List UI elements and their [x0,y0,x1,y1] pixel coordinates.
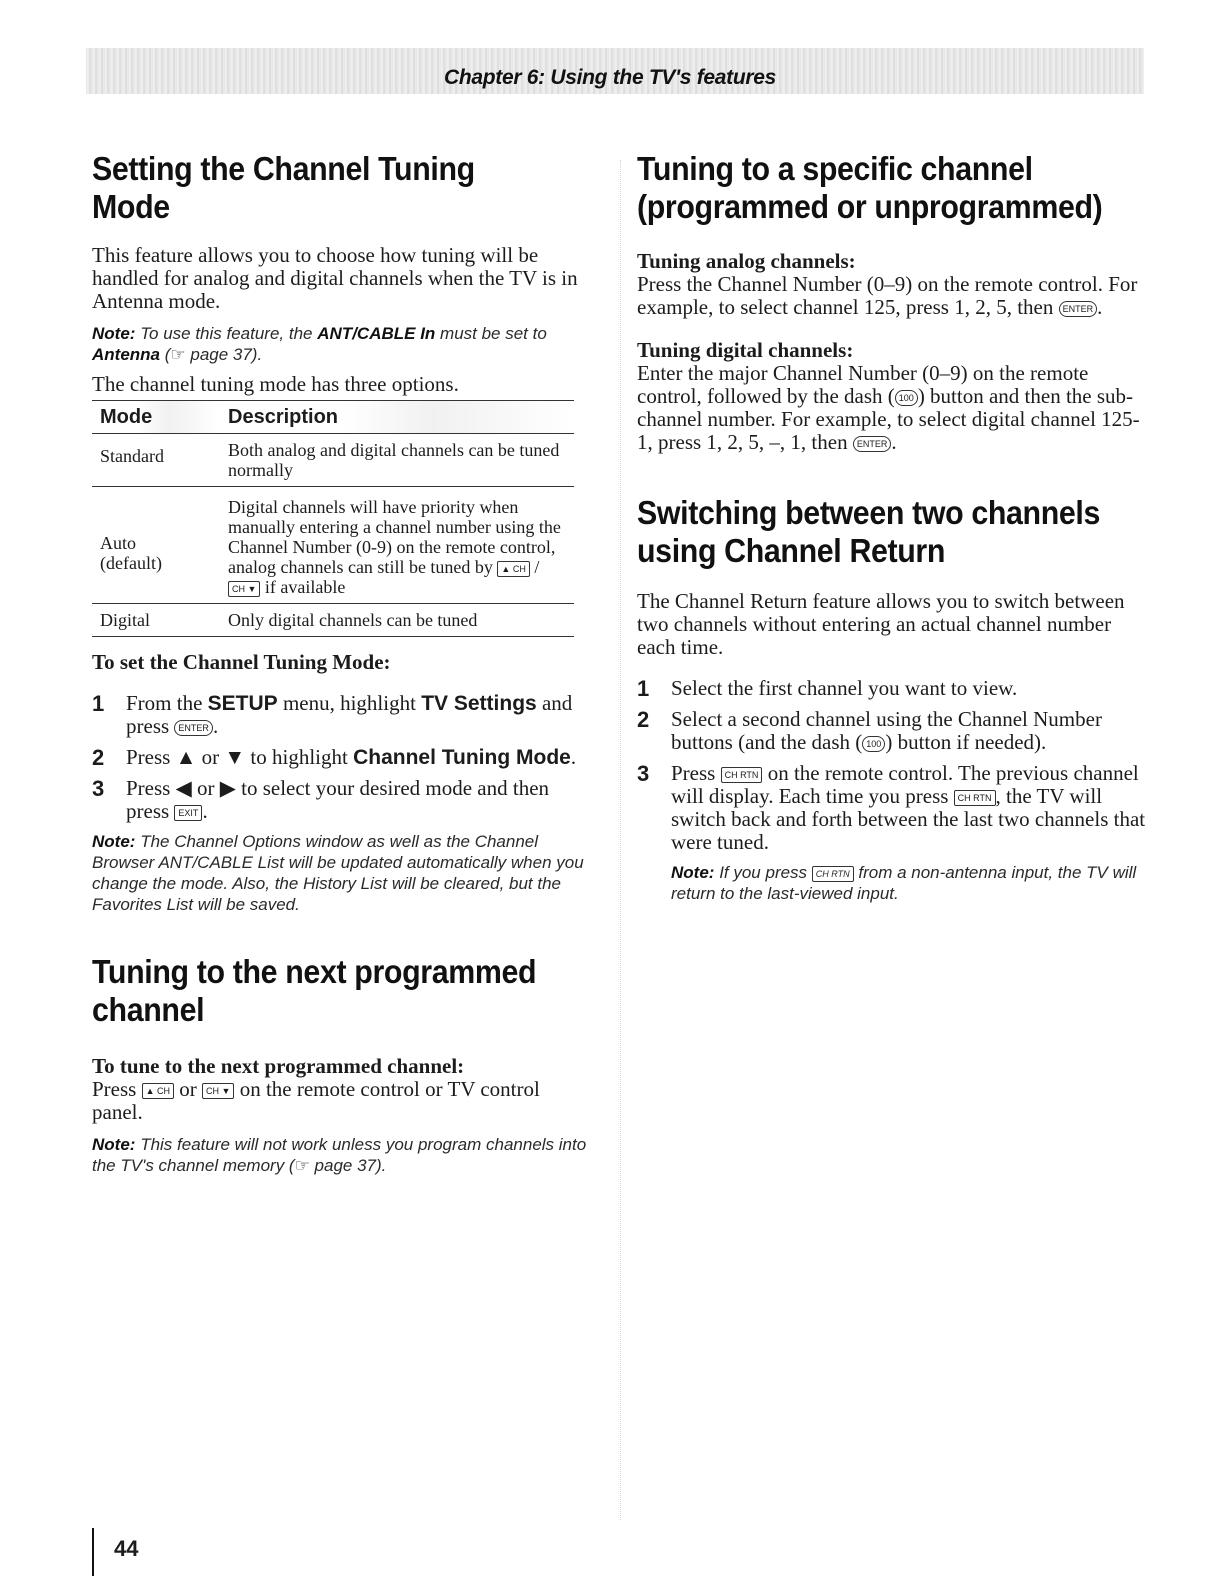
list-item: 3 Press CH RTN on the remote control. The previous channel will display. Each time you press CH RTN , the TV will switch back and forth between the last two channels that were tuned. [637,761,1146,854]
ch-rtn-button-icon: CH RTN [954,790,996,806]
digital-text: Enter the major Channel Number (0–9) on the remote control, followed by the dash ( 100 ) button and then the sub-channel number. For example, to select digital channel 125-1, press 1, 2, 5, –, 1, then ENTER . [637,361,1140,454]
set-mode-steps [92,692,594,823]
dash-100-button-icon: 100 [895,390,918,406]
table-row [92,434,574,487]
digital-subhead: Tuning digital channels: [637,338,854,362]
table-row [92,487,574,604]
ch-down-icon: CH ▼ [228,581,260,597]
ch-up-icon: ▲ CH [497,561,529,577]
enter-button-icon: ENTER [853,436,892,452]
section-title-specific-channel: Tuning to a specific channel (programmed or unprogrammed) [637,150,1103,225]
exit-button-icon: EXIT [174,805,202,821]
ch-rtn-button-icon: CH RTN [812,866,854,882]
right-column [637,150,1147,904]
mode-cell: Standard [92,434,220,487]
section-title-channel-tuning-mode: Setting the Channel Tuning Mode [92,150,475,225]
list-item: 1 Select the first channel you want to view. [637,676,1018,701]
note-antenna: Note: To use this feature, the ANT/CABLE In must be set to Antenna (☞ page 37). [92,324,547,364]
list-item: 2 Select a second channel using the Channel Number buttons (and the dash ( 100 ) button if needed). [637,707,1102,754]
list-item: 1 From the SETUP menu, highlight TV Settings and press ENTER . [92,691,573,738]
section-title-channel-return: Switching between two channels using Channel Return [637,494,1100,569]
ch-rtn-button-icon: CH RTN [721,767,763,783]
analog-subhead: Tuning analog channels: [637,249,856,273]
note-channel-options: Note: The Channel Options window as well as the Channel Browser ANT/CABLE List will be updated automatically when you change the mode. Also, the History List will be cleared, but the Favorites List will be saved. [92,832,584,914]
set-mode-subhead: To set the Channel Tuning Mode: [92,650,391,674]
chapter-title: Chapter 6: Using the TV's features [443,66,777,89]
enter-button-icon: ENTER [1059,301,1098,317]
section-title-next-programmed: Tuning to the next programmed channel [92,953,537,1028]
enter-button-icon: ENTER [174,720,213,736]
channel-return-steps [637,677,1147,854]
list-item: 2 Press ▲ or ▼ to highlight Channel Tuning Mode. [92,745,577,770]
page-number: 44 [92,1528,94,1576]
mode-cell: Auto (default) [92,487,220,604]
left-column [92,150,594,1176]
description-cell: Digital channels will have priority when manually entering a channel number using the Channel Number (0-9) on the remote control, analog channels can still be tuned by ▲ CH / CH ▼ if available [220,487,574,604]
mode-cell: Digital [92,604,220,637]
table-row [92,604,574,637]
options-line: The channel tuning mode has three options. [92,372,459,396]
description-cell: Both analog and digital channels can be tuned normally [220,434,574,487]
ch-down-icon: CH ▼ [202,1083,234,1099]
note-program-channels: Note: This feature will not work unless you program channels into the TV's channel memory (☞ page 37). [92,1135,587,1175]
next-channel-text: Press ▲ CH or CH ▼ on the remote control or TV control panel. [92,1077,540,1124]
col-mode: Mode [92,401,220,434]
table-header-row [92,401,574,434]
list-item: 3 Press ◀ or ▶ to select your desired mode and then press EXIT . [92,776,550,823]
tuning-mode-table [92,400,574,637]
dash-100-button-icon: 100 [862,736,885,752]
next-channel-subhead: To tune to the next programmed channel: [92,1054,465,1078]
column-divider [620,160,621,1520]
description-cell: Only digital channels can be tuned [220,604,574,637]
analog-text: Press the Channel Number (0–9) on the remote control. For example, to select channel 125, press 1, 2, 5, then ENTER . [637,272,1138,319]
col-description: Description [220,401,574,434]
note-non-antenna: Note: If you press CH RTN from a non-antenna input, the TV will return to the last-viewed input. [671,863,1137,903]
ch-up-icon: ▲ CH [142,1083,174,1099]
intro-paragraph: This feature allows you to choose how tuning will be handled for analog and digital channels when the TV is in Antenna mode. [92,243,578,313]
channel-return-intro: The Channel Return feature allows you to switch between two channels without entering an actual channel number each time. [637,589,1125,659]
